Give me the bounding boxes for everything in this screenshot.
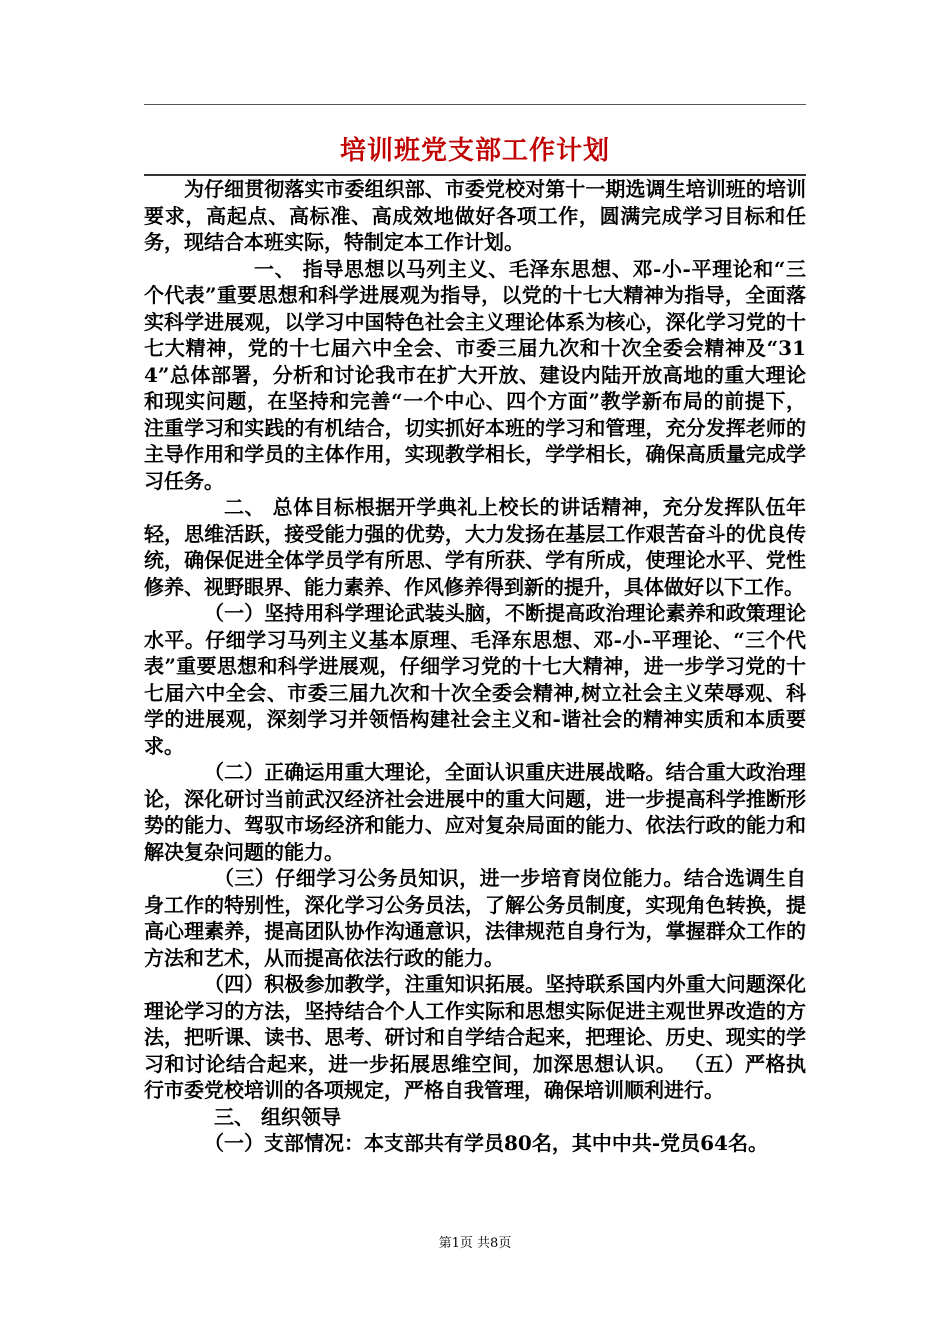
paragraph-section-1: 一、 指导思想以马列主义、毛泽东思想、邓-小-平理论和“三个代表”重要思想和科学进展观为指导，以党的十七大精神为指导，全面落实科学进展观，以学习中国特色社会主义理论体系为核心，深化学习党的十七大精神，党的十七届六中全会、市委三届九次和十次全委会精神及“314”总体部署，分析和讨论我市在扩大开放、建设内陆开放高地的重大理论和现实问题，在坚持和完善“一个中心、四个方面”教学新布局的前提下，注重学习和实践的有机结合，切实抓好本班的学习和管理，充分发挥老师的主导作用和学员的主体作用，实现教学相长，学学相长，确保高质量完成学习任务。 [144,256,806,493]
document-body [144,176,806,1157]
paragraph-branch-info: （一）支部情况：本支部共有学员80名，其中中共-党员64名。 [204,1131,768,1155]
paragraph-item-2: （二）正确运用重大理论，全面认识重庆进展战略。结合重大政治理论，深化研讨当前武汉经济社会进展中的重大问题，进一步提高科学推断形势的能力、驾驭市场经济和能力、应对复杂局面的能力、依法行政的能力和解决复杂问题的能力。 [144,760,806,864]
paragraph-item-3: （三）仔细学习公务员知识，进一步培育岗位能力。结合选调生自身工作的特别性，深化学习公务员法，了解公务员制度，实现角色转换，提高心理素养，提高团队协作沟通意识，法律规范自身行为，掌握群众工作的方法和艺术，从而提高依法行政的能力。 [144,866,806,970]
page-footer: 第1页 共8页 [438,1236,512,1251]
paragraph-section-2: 二、 总体目标根据开学典礼上校长的讲话精神，充分发挥队伍年轻，思维活跃，接受能力强的优势，大力发扬在基层工作艰苦奋斗的优良传统，确保促进全体学员学有所思、学有所获、学有所成，使理论水平、党性修养、视野眼界、能力素养、作风修养得到新的提升，具体做好以下工作。 [144,495,806,599]
header-rule [144,104,806,105]
paragraph-section-3: 三、 组织领导 [214,1104,341,1129]
paragraph-item-1: （一）坚持用科学理论武装头脑，不断提高政治理论素养和政策理论水平。仔细学习马列主义基本原理、毛泽东思想、邓-小-平理论、“三个代表”重要思想和科学进展观，仔细学习党的十七大精神，进一步学习党的十七届六中全会、市委三届九次和十次全委会精神,树立社会主义荣辱观、科学的进展观，深刻学习并领悟构建社会主义和-谐社会的精神实质和本质要求。 [144,601,806,758]
paragraph-item-4-5: （四）积极参加教学，注重知识拓展。坚持联系国内外重大问题深化理论学习的方法，坚持结合个人工作实际和思想实际促进主观世界改造的方法，把听课、读书、思考、研讨和自学结合起来，把理论、历史、现实的学习和讨论结合起来，进一步拓展思维空间，加深思想认识。 （五）严格执行市委党校培训的各项规定，严格自我管理，确保培训顺利进行。 [144,972,806,1102]
document-title: 培训班党支部工作计划 [339,136,610,166]
paragraph-intro: 为仔细贯彻落实市委组织部、市委党校对第十一期选调生培训班的培训要求，高起点、高标准、高成效地做好各项工作，圆满完成学习目标和任务，现结合本班实际，特制定本工作计划。 [144,177,806,254]
